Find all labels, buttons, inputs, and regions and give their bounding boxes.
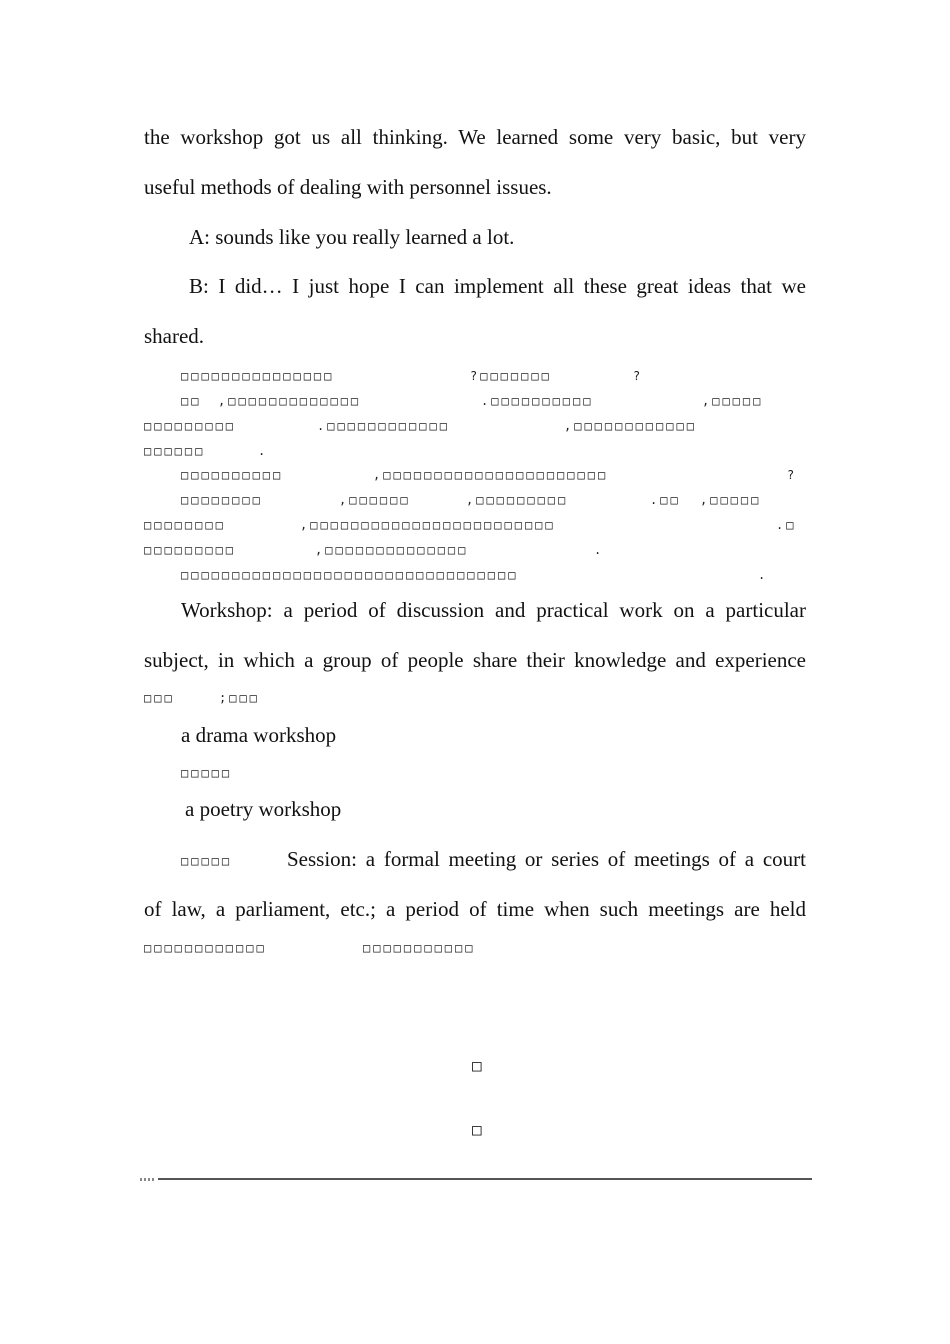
placeholder-glyph: □ [472,1120,482,1139]
rule-dots [140,1178,154,1181]
garbled-text: ? [633,369,644,383]
dialogue-line-a: A: sounds like you really learned a lot. [189,225,515,249]
garbled-text: □□□□□ [181,854,233,868]
garbled-text: . [594,543,605,557]
garbled-text: ?□□□□□□□ [470,369,552,383]
garbled-text: □□□□□□□□□□ [181,468,284,482]
definition-session: of law, a parliament, etc.; a period of time when such meetings are held [144,897,806,921]
rule-line [158,1178,812,1180]
garbled-text: □□□□□□□□□□□□ [144,941,267,955]
dialogue-line: the workshop got us all thinking. We learned some very basic, but very [144,125,806,149]
footer-rule [140,1177,812,1183]
garbled-text: ,□□□□□ [700,493,762,507]
garbled-text: . [258,444,269,458]
garbled-text: ,□□□□□□ [339,493,411,507]
garbled-text: ,□□□□□ [702,394,764,408]
definition-session: Session: a formal meeting or series of meetings of a court [287,847,806,871]
garbled-text: □□□□□□□□□□□□□□□ [181,369,335,383]
garbled-text: ;□□□ [219,691,260,705]
garbled-text: ,□□□□□□□□□□□□□□□□□□□□□□ [373,468,609,482]
garbled-text: ,□□□□□□□□□□□□□ [218,394,362,408]
garbled-text: ,□□□□□□□□□□□□ [564,419,697,433]
definition-workshop: subject, in which a group of people share their knowledge and experience [144,648,806,672]
placeholder-glyph: □ [472,1056,482,1075]
dialogue-line: useful methods of dealing with personnel issues. [144,175,552,199]
garbled-text: .□□□□□□□□□□□□ [317,419,450,433]
definition-workshop: Workshop: a period of discussion and practical work on a particular [181,598,806,622]
garbled-text: □□□□□□□□□ [144,419,237,433]
garbled-text: □□□□□□□□□□□ [363,941,476,955]
example-phrase: a drama workshop [181,723,337,747]
garbled-text: □□□□□□□□ [144,518,226,532]
garbled-text: . [758,568,769,582]
dialogue-line-b: B: I did… I just hope I can implement all these great ideas that we [189,274,806,298]
garbled-text: .□ [776,518,797,532]
dialogue-line: shared. [144,324,205,348]
garbled-text: □□□□□□□□□ [144,543,237,557]
garbled-text: □□□□□□ [144,444,206,458]
garbled-text: ? [787,468,798,482]
garbled-text: ,□□□□□□□□□ [466,493,569,507]
garbled-text: □□□ [144,691,175,705]
garbled-text: □□ [181,394,202,408]
garbled-text: □□□□□□□□ [181,493,263,507]
garbled-text: ,□□□□□□□□□□□□□□ [315,543,469,557]
garbled-text: .□□□□□□□□□□ [481,394,594,408]
example-phrase: a poetry workshop [185,797,342,821]
garbled-text: .□□ [650,493,681,507]
garbled-text: ,□□□□□□□□□□□□□□□□□□□□□□□□ [300,518,556,532]
garbled-text: □□□□□ [181,766,233,780]
garbled-text: □□□□□□□□□□□□□□□□□□□□□□□□□□□□□□□□□ [181,568,519,582]
